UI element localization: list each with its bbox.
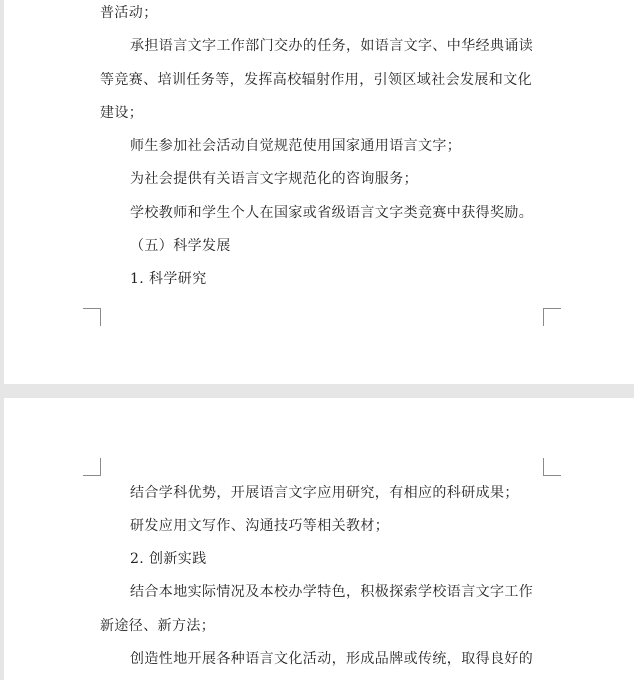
text-line: 学校教师和学生个人在国家或省级语言文字类竞赛中获得奖励。: [130, 205, 534, 221]
text-line: 普活动；: [100, 5, 158, 21]
text-line: 为社会提供有关语言文字规范化的咨询服务；: [130, 171, 418, 187]
subsection-heading: 2. 创新实践: [130, 551, 207, 567]
text-line: 建设；: [100, 105, 144, 121]
document-page-2: [4, 398, 634, 680]
text-line: 新途径、新方法；: [100, 618, 216, 634]
text-line: 等竞赛、培训任务等，发挥高校辐射作用，引领区域社会发展和文化: [100, 72, 532, 88]
margin-corner-mark: [543, 308, 561, 326]
text-line: 结合学科优势，开展语言文字应用研究，有相应的科研成果；: [130, 485, 519, 501]
margin-corner-mark: [543, 458, 561, 476]
document-page-1: [4, 0, 634, 384]
text-line: 结合本地实际情况及本校办学特色，积极探索学校语言文字工作: [130, 584, 534, 600]
margin-corner-mark: [83, 458, 101, 476]
subsection-heading: 1. 科学研究: [130, 271, 207, 287]
margin-corner-mark: [83, 308, 101, 326]
text-line: 创造性地开展各种语言文化活动，形成品牌或传统，取得良好的: [130, 651, 534, 667]
section-heading: （五）科学发展: [130, 238, 231, 254]
text-line: 研发应用文写作、沟通技巧等相关教材；: [130, 518, 390, 534]
text-line: 承担语言文字工作部门交办的任务，如语言文字、中华经典诵读: [130, 38, 534, 54]
text-line: 师生参加社会活动自觉规范使用国家通用语言文字；: [130, 138, 462, 154]
